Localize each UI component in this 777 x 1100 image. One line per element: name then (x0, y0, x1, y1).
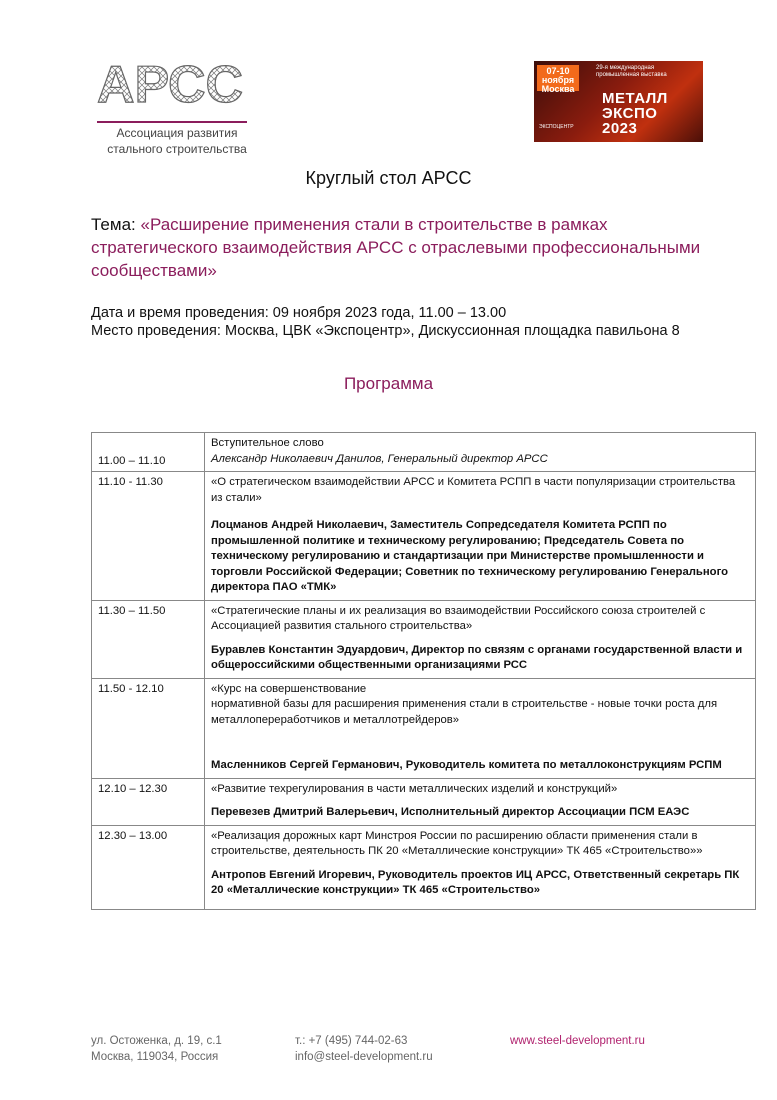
place-value: : Москва, ЦВК «Экспоцентр», Дискуссионная площадка павильона 8 (216, 323, 680, 339)
expo-subtitle-1: 29-я международная (596, 65, 655, 71)
place-line (91, 322, 711, 340)
footer-phone: т.: +7 (495) 744-02-63 (295, 1035, 408, 1047)
expo-organizer: ЭКСПОЦЕНТР (539, 124, 574, 130)
logo-tagline-line2: стального строительства (107, 142, 247, 156)
footer-email-link[interactable]: info@steel-development.ru (295, 1051, 433, 1063)
speaker: Антропов Евгений Игоревич, Руководитель проектов ИЦ АРСС, Ответственный секретарь ПК 20 «Металлические конструкции» ТК 465 «Строительство» (211, 868, 740, 896)
theme-block (91, 213, 701, 282)
logo-tagline-line1: Ассоциация развития (116, 126, 238, 140)
table-row (92, 600, 756, 678)
logo-tagline (97, 125, 257, 157)
topic: «Развитие техрегулирования в части металлических изделий и конструкций» (211, 782, 618, 795)
speaker: Буравлев Константин Эдуардович, Директор по связям с органами государственной власти и общероссийскими общественными организациями РСС (211, 643, 743, 671)
content-cell (205, 778, 756, 825)
topic: «Стратегические планы и их реализация во взаимодействии Российского союза строителей с Ассоциацией развития стального строительства» (211, 604, 706, 632)
footer-address (91, 1033, 222, 1065)
topic-line1: «Курс на совершенствование (211, 682, 367, 695)
speaker: Лоцманов Андрей Николаевич, Заместитель Сопредседателя Комитета РСПП по промышленной политике и техническому регулированию; Председатель Совета по техническому регулированию и стандартизации при Министерстве промышленности и торговли Российской Федерации; Советник по техническому регулированию Генерального директора ПАО «ТМК» (211, 519, 729, 593)
logo-divider (97, 121, 247, 123)
datetime-line (91, 304, 711, 322)
event-info (91, 304, 711, 340)
expo-year: 2023 (602, 120, 638, 137)
time-cell: 12.10 – 12.30 (92, 778, 205, 825)
footer-website-link[interactable]: www.steel-development.ru (510, 1035, 645, 1047)
expo-name-2: ЭКСПО (602, 105, 658, 122)
arss-logo (97, 58, 257, 118)
footer-address-line2: Москва, 119034, Россия (91, 1051, 219, 1063)
metal-expo-banner (534, 61, 703, 142)
table-row (92, 433, 756, 472)
program-title: Программа (343, 374, 434, 393)
content-cell (205, 825, 756, 909)
expo-subtitle-2: промышленная выставка (596, 72, 667, 78)
content-cell (205, 472, 756, 601)
footer-contacts (295, 1033, 433, 1065)
page-title: Круглый стол АРСС (305, 168, 472, 188)
expo-month: ноября (541, 75, 575, 85)
content-cell (205, 433, 756, 472)
time-cell: 11.00 – 11.10 (92, 433, 205, 472)
time-cell: 11.10 - 11.30 (92, 472, 205, 601)
table-row (92, 778, 756, 825)
footer-address-line1: ул. Остоженка, д. 19, с.1 (91, 1035, 222, 1047)
content-cell (205, 600, 756, 678)
program-table (91, 432, 756, 910)
table-row (92, 825, 756, 909)
expo-dates: 07-10 (546, 66, 570, 76)
table-row (92, 472, 756, 601)
expo-date-badge (537, 65, 579, 94)
time-cell: 11.50 - 12.10 (92, 678, 205, 778)
theme-text: «Расширение применения стали в строительстве в рамках стратегического взаимодействия АРСС с отраслевыми профессиональными сообществами» (91, 215, 701, 280)
time-cell: 11.30 – 11.50 (92, 600, 205, 678)
speaker: Перевезев Дмитрий Валерьевич, Исполнительный директор Ассоциации ПСМ ЕАЭС (211, 806, 690, 818)
place-label: Место проведения (91, 323, 217, 339)
speaker: Александр Николаевич Данилов, Генеральный директор АРСС (211, 452, 548, 465)
speaker: Масленников Сергей Германович, Руководитель комитета по металлоконструкциям РСПМ (211, 759, 722, 771)
topic: «Реализация дорожных карт Минстроя России по расширению области применения стали в строительстве, деятельность ПК 20 «Металлические конструкции» ТК 465 «Строительство»» (211, 829, 703, 857)
expo-city: Москва (541, 84, 575, 94)
datetime-label: Дата и время проведения (91, 305, 265, 321)
time-cell: 12.30 – 13.00 (92, 825, 205, 909)
topic: Вступительное слово (211, 437, 324, 449)
theme-label: Тема: (91, 215, 141, 234)
content-cell (205, 678, 756, 778)
table-row (92, 678, 756, 778)
topic: «О стратегическом взаимодействии АРСС и Комитета РСПП в части популяризации строительства из стали» (211, 476, 736, 504)
topic-line2: нормативной базы для расширения применения стали в строительстве - новые точки роста для металлопереработчиков и металлотрейдеров» (211, 698, 718, 726)
expo-name (602, 91, 668, 136)
logo-wordmark: АРСС (97, 58, 244, 114)
datetime-value: : 09 ноября 2023 года, 11.00 – 13.00 (264, 305, 507, 321)
expo-name-1: МЕТАЛЛ (602, 90, 668, 107)
expo-subtitle (596, 65, 667, 79)
